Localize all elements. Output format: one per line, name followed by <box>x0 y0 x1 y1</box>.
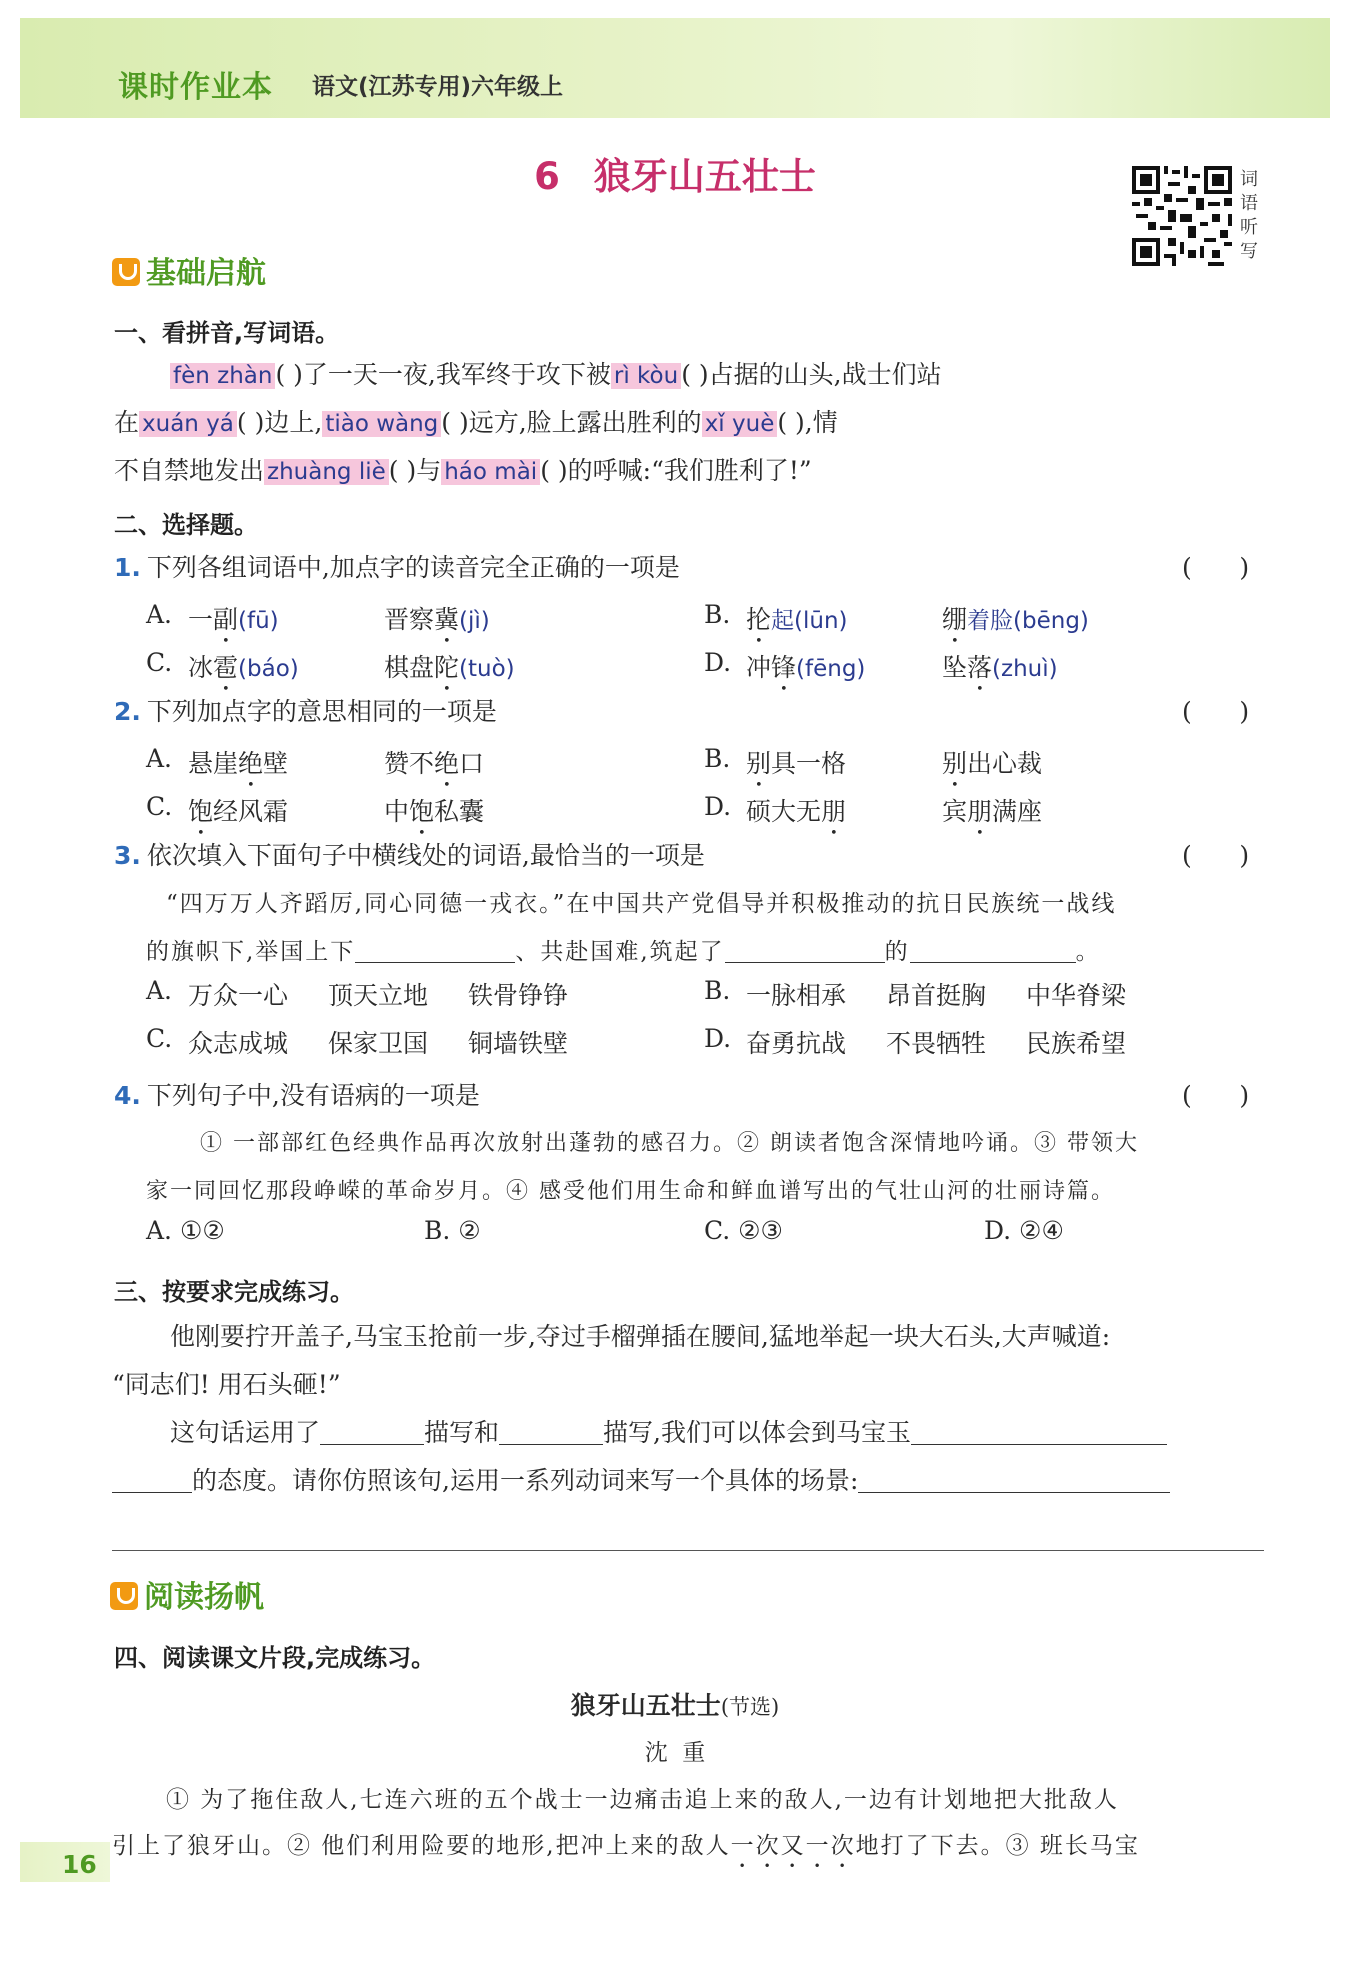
q2-option-c-word2: 中饱私囊 <box>384 797 485 826</box>
q4-option-d[interactable]: D. ②④ <box>984 1216 1064 1245</box>
part3-question-line1: 这句话运用了 描写和 描写,我们可以体会到马宝玉 <box>170 1409 1167 1457</box>
q3-option-d-w3: 民族希望 <box>1026 1029 1127 1058</box>
q2-option-c-label[interactable]: C. <box>146 792 173 821</box>
q3-stem: 3. 依次填入下面句子中横线处的词语,最恰当的一项是 <box>114 841 705 870</box>
q3-option-b-label[interactable]: B. <box>704 976 731 1005</box>
article-title: 狼牙山五壮士(节选) <box>570 1691 780 1720</box>
q2-stem: 2. 下列加点字的意思相同的一项是 <box>114 697 497 726</box>
q1-option-a-label[interactable]: A. <box>146 600 173 629</box>
part4-title: 四、阅读课文片段,完成练习。 <box>114 1644 436 1672</box>
section-reading-heading: 阅读扬帆 <box>110 1572 264 1616</box>
q1-option-b-word1: 抡起(lūn) <box>746 605 848 634</box>
q2-option-a-label[interactable]: A. <box>146 744 173 773</box>
q2-option-b-label[interactable]: B. <box>704 744 731 773</box>
q3-option-c-w2: 保家卫国 <box>328 1029 429 1058</box>
q1-option-a-word2: 晋察冀(jì) <box>384 605 490 634</box>
q2-option-c-word1: 饱经风霜 <box>188 797 289 826</box>
brand-title: 课时作业本 <box>118 70 273 105</box>
q4-stem: 4. 下列句子中,没有语病的一项是 <box>114 1081 480 1110</box>
part3-blank-2[interactable] <box>499 1418 603 1445</box>
q1-option-a-word1: 一副(fū) <box>188 605 279 634</box>
q3-option-a-w3: 铁骨铮铮 <box>468 981 569 1010</box>
q4-passage-line2: 家一同回忆那段峥嵘的革命岁月。④ 感受他们用生命和鲜血谱写出的气壮山河的壮丽诗篇。 <box>146 1179 1115 1204</box>
q1-option-d-word1: 冲锋(fēng) <box>746 653 866 682</box>
q3-option-b-w3: 中华脊梁 <box>1026 981 1127 1010</box>
q3-blank-3[interactable] <box>910 936 1076 963</box>
q3-option-d-label[interactable]: D. <box>704 1024 732 1053</box>
q2-option-b-word1: 别具一格 <box>746 749 847 778</box>
anchor-icon <box>112 258 140 286</box>
q2-option-d-word1: 硕大无朋 <box>746 797 847 826</box>
q3-option-a-label[interactable]: A. <box>146 976 173 1005</box>
part2-title: 二、选择题。 <box>114 511 258 539</box>
q3-option-b-w1: 一脉相承 <box>746 981 847 1010</box>
q1-answer-paren[interactable]: ( ) <box>1182 553 1250 582</box>
part1-line1: fèn zhàn ( )了一天一夜,我军终于攻下被 rì kòu ( )占据的山头,战士们站 <box>170 351 942 400</box>
q3-option-a-w1: 万众一心 <box>188 981 289 1010</box>
part3-blank-3[interactable] <box>911 1418 1167 1445</box>
q1-option-c-label[interactable]: C. <box>146 648 173 677</box>
q1-option-d-word2: 坠落(zhuì) <box>942 653 1058 682</box>
q2-option-d-word2: 宾朋满座 <box>942 797 1043 826</box>
q3-option-d-w2: 不畏牺牲 <box>886 1029 987 1058</box>
q4-option-a[interactable]: A. ①② <box>146 1216 225 1245</box>
q3-option-d-w1: 奋勇抗战 <box>746 1029 847 1058</box>
q4-passage-line1: ① 一部部红色经典作品再次放射出蓬勃的感召力。② 朗读者饱含深情地吟诵。③ 带领大 <box>200 1131 1139 1156</box>
part3-answer-line[interactable] <box>858 1466 1170 1493</box>
part3-passage-line2: “同志们! 用石头砸!” <box>112 1370 341 1399</box>
q1-option-c-word2: 棋盘陀(tuò) <box>384 653 515 682</box>
sail-icon <box>110 1582 138 1610</box>
q2-answer-paren[interactable]: ( ) <box>1182 697 1250 726</box>
lesson-name: 狼牙山五壮士 <box>593 155 816 198</box>
q1-option-c-word1: 冰雹(báo) <box>188 653 299 682</box>
subject-label: 语文(江苏专用)六年级上 <box>312 74 564 100</box>
q3-option-a-w2: 顶天立地 <box>328 981 429 1010</box>
lesson-number: 6 <box>534 155 560 198</box>
q3-option-c-w1: 众志成城 <box>188 1029 289 1058</box>
part3-question-line2: 的态度。请你仿照该句,运用一系列动词来写一个具体的场景: <box>112 1457 1170 1505</box>
part3-blank-4[interactable] <box>112 1466 192 1493</box>
q1-option-d-label[interactable]: D. <box>704 648 732 677</box>
section-basic-heading: 基础启航 <box>112 248 266 292</box>
part3-blank-1[interactable] <box>320 1418 424 1445</box>
q2-option-a-word1: 悬崖绝壁 <box>188 749 289 778</box>
qr-code-icon[interactable] <box>1132 166 1232 266</box>
q4-option-b[interactable]: B. ② <box>424 1216 481 1245</box>
article-author: 沈 重 <box>644 1740 706 1766</box>
q1-option-b-word2: 绷着脸(bēng) <box>942 605 1089 634</box>
q3-answer-paren[interactable]: ( ) <box>1182 841 1250 870</box>
q3-option-c-w3: 铜墙铁壁 <box>468 1029 569 1058</box>
article-paragraph-line1: ① 为了拖住敌人,七连六班的五个战士一边痛击追上来的敌人,一边有计划地把大批敌人 <box>166 1787 1119 1813</box>
q3-blank-2[interactable] <box>725 936 885 963</box>
part3-passage-line1: 他刚要拧开盖子,马宝玉抢前一步,夺过手榴弹插在腰间,猛地举起一块大石头,大声喊道: <box>170 1322 1111 1351</box>
q2-option-a-word2: 赞不绝口 <box>384 749 485 778</box>
q3-option-c-label[interactable]: C. <box>146 1024 173 1053</box>
part1-title: 一、看拼音,写词语。 <box>114 319 340 347</box>
part1-line2: 在 xuán yá ( )边上, tiào wàng ( )远方,脸上露出胜利的 xǐ yuè ( ),情 <box>114 408 838 437</box>
part1-line3: 不自禁地发出 zhuàng liè ( )与 háo mài ( )的呼喊:“我们胜利了!” <box>114 456 812 485</box>
q3-blank-1[interactable] <box>355 936 515 963</box>
qr-label: 词语听写 <box>1240 169 1258 262</box>
q2-option-d-label[interactable]: D. <box>704 792 732 821</box>
page-number: 16 <box>62 1850 97 1879</box>
part3-title: 三、按要求完成练习。 <box>114 1278 354 1306</box>
article-paragraph-line2: 引上了狼牙山。② 他们利用险要的地形,把冲上来的敌人一次又一次地打了下去。③ 班长马宝 <box>112 1833 1140 1859</box>
q4-answer-paren[interactable]: ( ) <box>1182 1081 1250 1110</box>
q1-stem: 1. 下列各组词语中,加点字的读音完全正确的一项是 <box>114 553 680 582</box>
q4-option-c[interactable]: C. ②③ <box>704 1216 783 1245</box>
q3-option-b-w2: 昂首挺胸 <box>886 981 987 1010</box>
answer-line-divider[interactable] <box>112 1550 1264 1551</box>
q1-option-b-label[interactable]: B. <box>704 600 731 629</box>
q2-option-b-word2: 别出心裁 <box>942 749 1043 778</box>
q3-passage-line2: 的旗帜下,举国上下 、共赴国难,筑起了 的 。 <box>146 928 1101 976</box>
q3-passage-line1: “四万万人齐蹈厉,同心同德一戎衣。”在中国共产党倡导并积极推动的抗日民族统一战线 <box>166 891 1117 917</box>
